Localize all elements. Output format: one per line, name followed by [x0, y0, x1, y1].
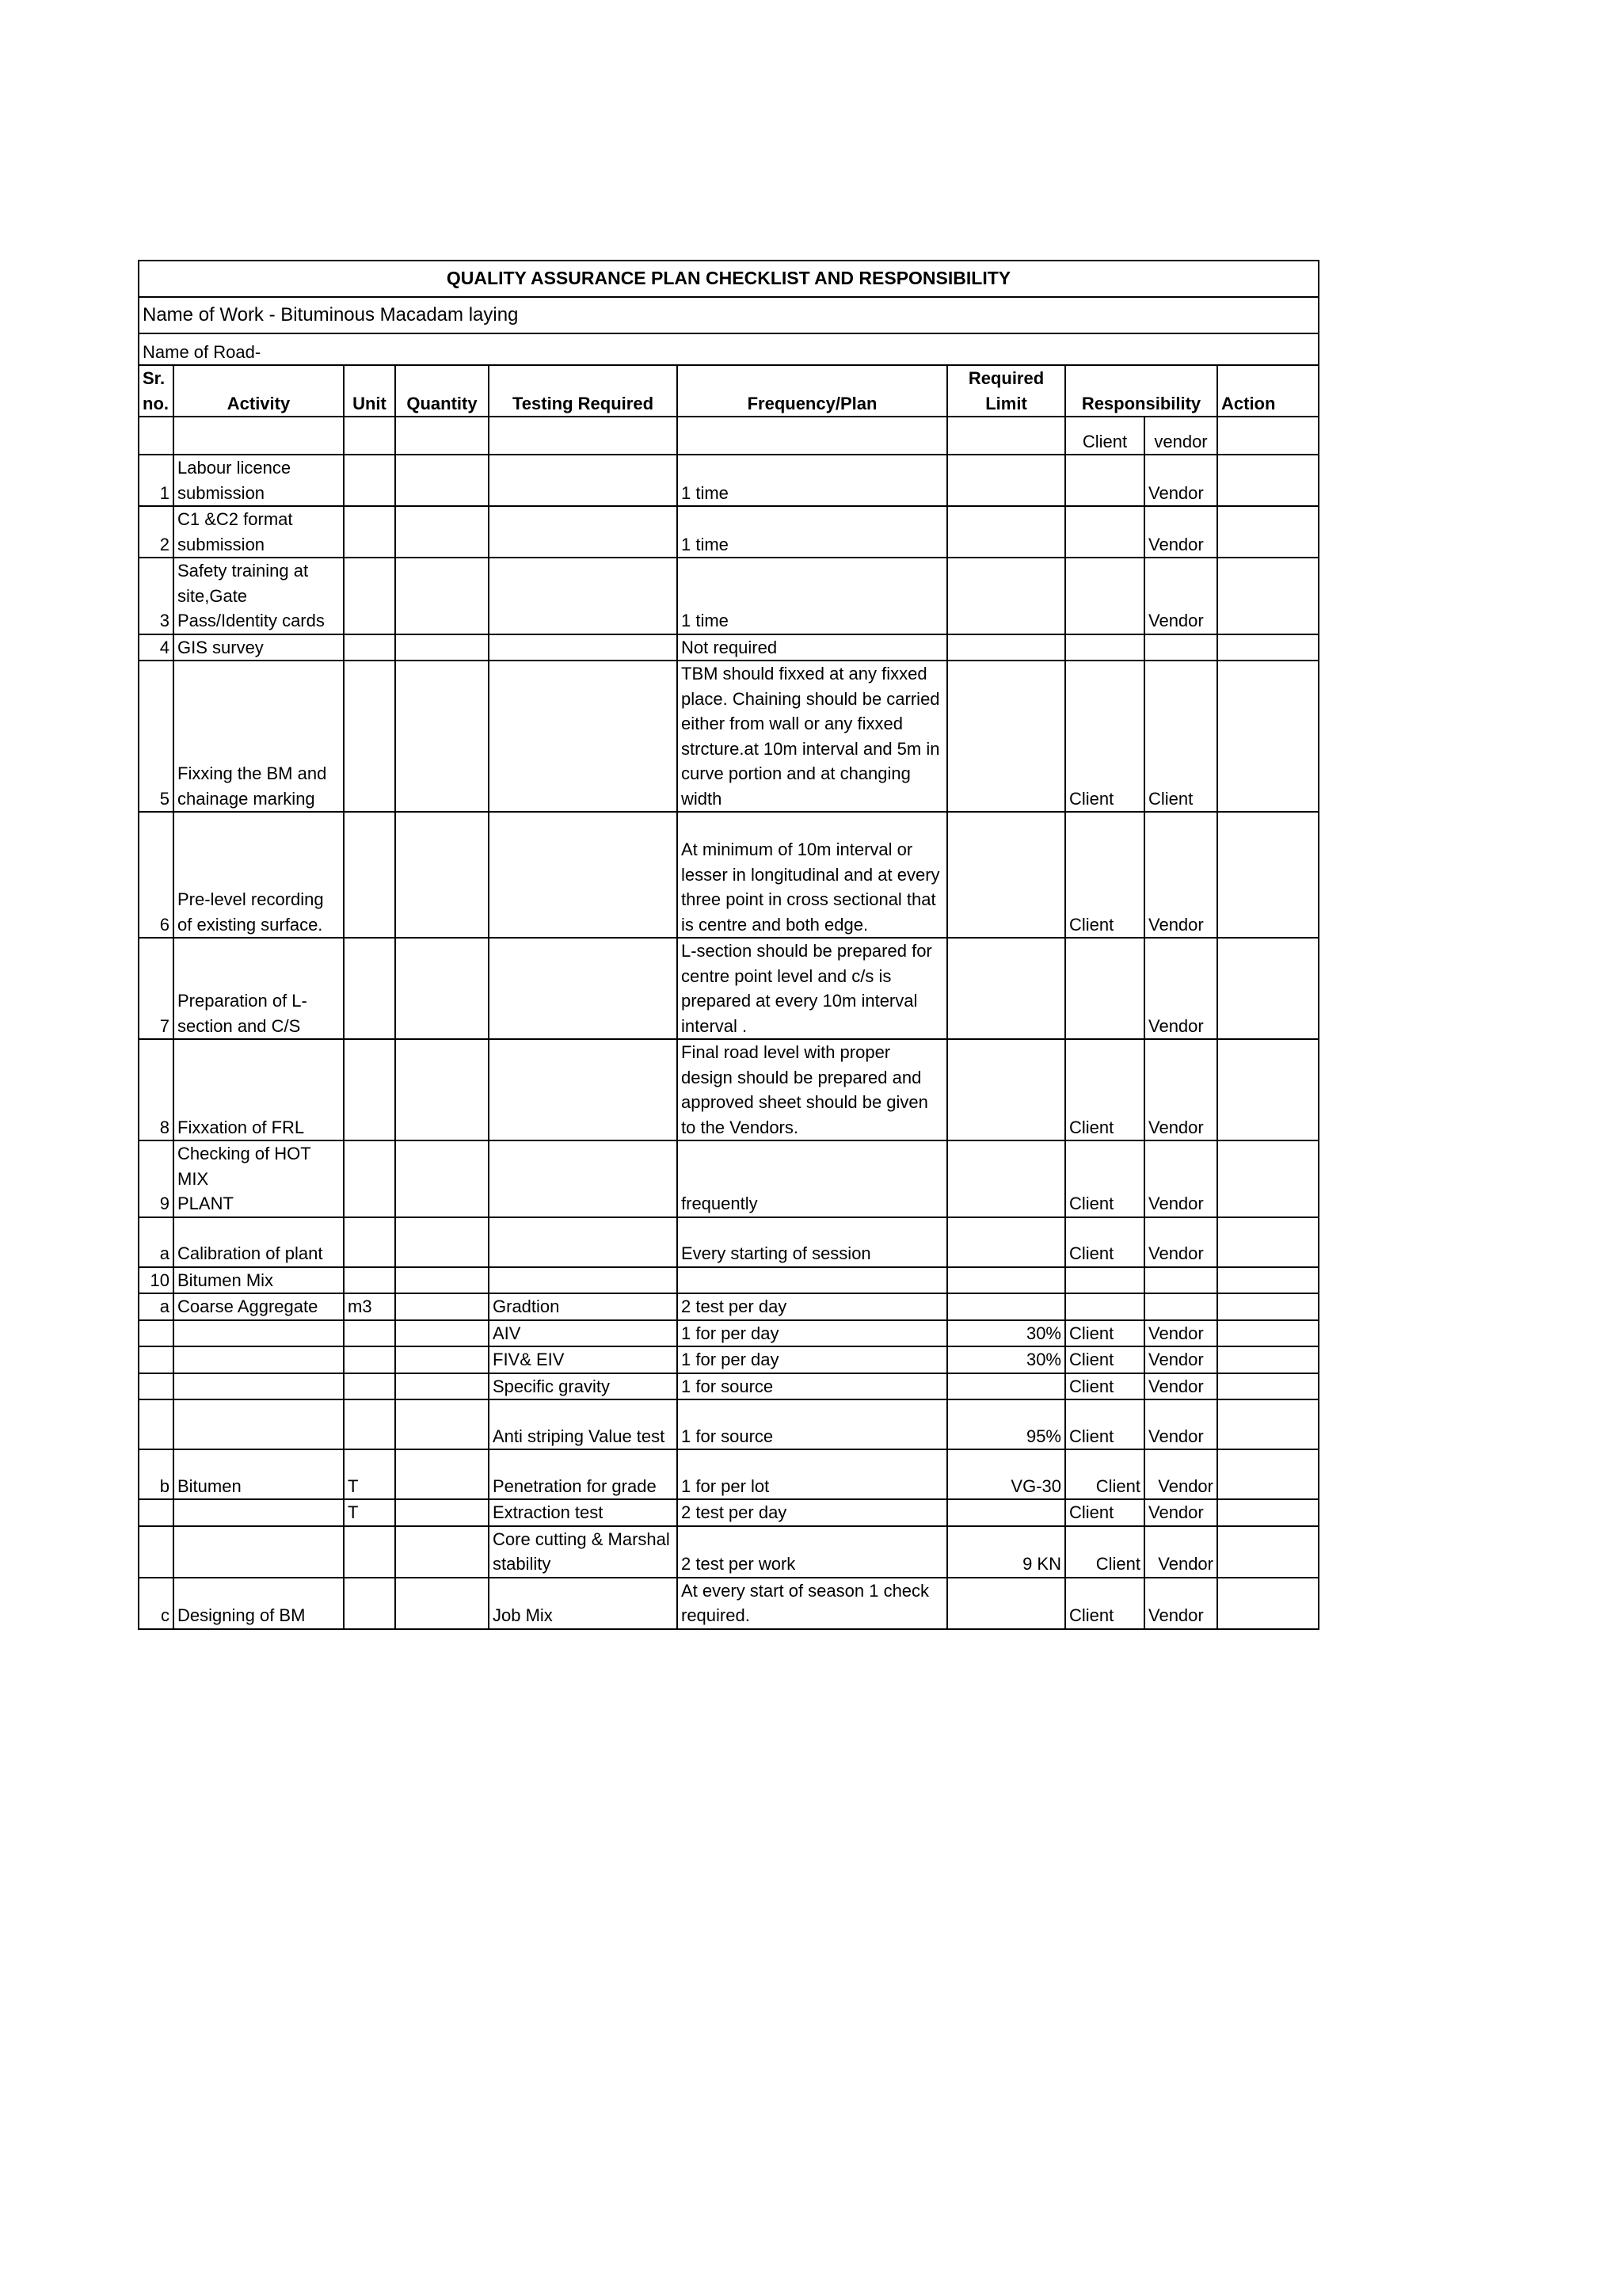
cell-vendor: Vendor — [1144, 1217, 1217, 1267]
header-sr-no: Sr. no. — [139, 365, 173, 417]
cell-quantity — [395, 455, 489, 506]
cell-vendor: Vendor — [1144, 1578, 1217, 1629]
cell-required-limit: 9 KN — [947, 1526, 1065, 1578]
cell-sr — [139, 1320, 173, 1347]
cell-activity: Coarse Aggregate — [173, 1293, 344, 1320]
cell-vendor: Vendor — [1144, 1373, 1217, 1400]
cell-frequency: TBM should fixxed at any fixxed place. Chaining should be carried either from wall or any fixxed strcture.at 10m interval and 5m in curve portion and at changing width — [677, 661, 947, 812]
subheader-empty — [344, 417, 395, 455]
cell-client — [1065, 1267, 1144, 1294]
cell-testing-required — [489, 455, 677, 506]
cell-vendor: Vendor — [1144, 812, 1217, 938]
cell-frequency: frequently — [677, 1140, 947, 1217]
cell-vendor: Vendor — [1144, 455, 1217, 506]
cell-action — [1217, 1578, 1319, 1629]
cell-sr: 2 — [139, 506, 173, 558]
cell-action — [1217, 661, 1319, 812]
cell-quantity — [395, 1373, 489, 1400]
cell-testing-required — [489, 1039, 677, 1140]
header-activity: Activity — [173, 365, 344, 417]
header-responsibility: Responsibility — [1065, 365, 1217, 417]
cell-activity — [173, 1346, 344, 1373]
cell-required-limit — [947, 1217, 1065, 1267]
cell-client — [1065, 938, 1144, 1039]
cell-action — [1217, 1499, 1319, 1526]
cell-required-limit — [947, 634, 1065, 661]
name-of-road: Name of Road- — [139, 333, 1319, 365]
cell-frequency: 1 for per day — [677, 1346, 947, 1373]
cell-sr: 5 — [139, 661, 173, 812]
cell-client: Client — [1065, 812, 1144, 938]
cell-required-limit — [947, 1499, 1065, 1526]
cell-required-limit — [947, 1140, 1065, 1217]
cell-quantity — [395, 1320, 489, 1347]
cell-quantity — [395, 1293, 489, 1320]
cell-vendor — [1144, 1267, 1217, 1294]
cell-activity — [173, 1320, 344, 1347]
cell-frequency: At minimum of 10m interval or lesser in longitudinal and at every three point in cross sectional that is centre and both edge. — [677, 812, 947, 938]
cell-unit — [344, 1217, 395, 1267]
cell-quantity — [395, 938, 489, 1039]
cell-frequency: 1 time — [677, 506, 947, 558]
cell-action — [1217, 1399, 1319, 1449]
cell-required-limit: 30% — [947, 1346, 1065, 1373]
cell-frequency: L-section should be prepared for centre point level and c/s is prepared at every 10m interval interval . — [677, 938, 947, 1039]
table-row — [139, 634, 1319, 661]
cell-vendor: Vendor — [1144, 1499, 1217, 1526]
cell-vendor — [1144, 634, 1217, 661]
header-frequency: Frequency/Plan — [677, 365, 947, 417]
cell-frequency: 1 time — [677, 455, 947, 506]
cell-client: Client — [1065, 1526, 1144, 1578]
cell-testing-required — [489, 812, 677, 938]
cell-testing-required: Extraction test — [489, 1499, 677, 1526]
cell-client: Client — [1065, 1346, 1144, 1373]
cell-required-limit — [947, 1267, 1065, 1294]
cell-unit — [344, 1346, 395, 1373]
cell-required-limit — [947, 1039, 1065, 1140]
cell-frequency: 1 for per lot — [677, 1449, 947, 1499]
cell-action — [1217, 1039, 1319, 1140]
cell-client — [1065, 558, 1144, 634]
cell-action — [1217, 1217, 1319, 1267]
cell-client: Client — [1065, 1373, 1144, 1400]
cell-unit — [344, 1267, 395, 1294]
cell-vendor: Vendor — [1144, 1320, 1217, 1347]
cell-required-limit — [947, 661, 1065, 812]
subheader-client: Client — [1065, 417, 1144, 455]
cell-required-limit — [947, 938, 1065, 1039]
cell-action — [1217, 1267, 1319, 1294]
cell-vendor: Vendor — [1144, 506, 1217, 558]
cell-required-limit: VG-30 — [947, 1449, 1065, 1499]
cell-frequency: 2 test per day — [677, 1293, 947, 1320]
cell-required-limit: 95% — [947, 1399, 1065, 1449]
cell-vendor: Vendor — [1144, 1399, 1217, 1449]
cell-activity: Calibration of plant — [173, 1217, 344, 1267]
cell-unit — [344, 812, 395, 938]
cell-quantity — [395, 1039, 489, 1140]
cell-unit — [344, 1039, 395, 1140]
header-testing-required: Testing Required — [489, 365, 677, 417]
cell-quantity — [395, 812, 489, 938]
subheader-empty — [139, 417, 173, 455]
cell-unit: T — [344, 1499, 395, 1526]
cell-unit — [344, 1578, 395, 1629]
cell-quantity — [395, 1346, 489, 1373]
cell-sr: b — [139, 1449, 173, 1499]
cell-frequency: 2 test per work — [677, 1526, 947, 1578]
subheader-empty — [677, 417, 947, 455]
cell-activity: Preparation of L- section and C/S — [173, 938, 344, 1039]
cell-action — [1217, 1449, 1319, 1499]
cell-frequency: 2 test per day — [677, 1499, 947, 1526]
qap-table — [138, 260, 1319, 1630]
cell-required-limit — [947, 506, 1065, 558]
cell-quantity — [395, 1140, 489, 1217]
cell-vendor: Vendor — [1144, 1039, 1217, 1140]
cell-frequency: At every start of season 1 check required. — [677, 1578, 947, 1629]
subheader-empty — [395, 417, 489, 455]
cell-quantity — [395, 1526, 489, 1578]
cell-sr: 10 — [139, 1267, 173, 1294]
cell-frequency: Not required — [677, 634, 947, 661]
cell-activity: Designing of BM — [173, 1578, 344, 1629]
cell-activity: Fixxing the BM and chainage marking — [173, 661, 344, 812]
table-row — [139, 1449, 1319, 1499]
cell-required-limit — [947, 1293, 1065, 1320]
cell-activity: Fixxation of FRL — [173, 1039, 344, 1140]
cell-testing-required — [489, 506, 677, 558]
subheader-vendor: vendor — [1144, 417, 1217, 455]
cell-vendor: Vendor — [1144, 1449, 1217, 1499]
table-row — [139, 1039, 1319, 1140]
cell-vendor: Vendor — [1144, 938, 1217, 1039]
cell-unit — [344, 661, 395, 812]
cell-frequency: 1 for source — [677, 1373, 947, 1400]
name-of-work-row — [139, 297, 1319, 333]
cell-client — [1065, 634, 1144, 661]
cell-activity: Labour licence submission — [173, 455, 344, 506]
subheader-empty — [173, 417, 344, 455]
table-row — [139, 1526, 1319, 1578]
cell-activity: GIS survey — [173, 634, 344, 661]
cell-activity: Bitumen Mix — [173, 1267, 344, 1294]
cell-quantity — [395, 506, 489, 558]
cell-testing-required — [489, 1267, 677, 1294]
cell-sr: 8 — [139, 1039, 173, 1140]
cell-action — [1217, 938, 1319, 1039]
cell-activity: Safety training at site,Gate Pass/Identity cards — [173, 558, 344, 634]
cell-client — [1065, 506, 1144, 558]
table-row — [139, 1578, 1319, 1629]
table-row — [139, 1140, 1319, 1217]
cell-required-limit — [947, 558, 1065, 634]
cell-action — [1217, 1320, 1319, 1347]
cell-action — [1217, 455, 1319, 506]
cell-testing-required: Core cutting & Marshal stability — [489, 1526, 677, 1578]
cell-unit — [344, 506, 395, 558]
table-row — [139, 1267, 1319, 1294]
cell-client: Client — [1065, 1578, 1144, 1629]
table-row — [139, 1217, 1319, 1267]
cell-unit: m3 — [344, 1293, 395, 1320]
cell-testing-required: AIV — [489, 1320, 677, 1347]
header-required-limit: Required Limit — [947, 365, 1065, 417]
cell-client: Client — [1065, 1320, 1144, 1347]
cell-unit — [344, 634, 395, 661]
cell-quantity — [395, 1499, 489, 1526]
table-row — [139, 812, 1319, 938]
cell-vendor — [1144, 1293, 1217, 1320]
cell-testing-required — [489, 558, 677, 634]
qap-sheet — [138, 260, 1318, 1630]
title-row — [139, 261, 1319, 297]
cell-frequency: 1 time — [677, 558, 947, 634]
cell-activity: C1 &C2 format submission — [173, 506, 344, 558]
table-row — [139, 1399, 1319, 1449]
cell-sr: a — [139, 1293, 173, 1320]
cell-unit — [344, 1399, 395, 1449]
cell-unit — [344, 1140, 395, 1217]
cell-sr: 7 — [139, 938, 173, 1039]
cell-unit — [344, 1373, 395, 1400]
cell-client: Client — [1065, 661, 1144, 812]
cell-testing-required: Penetration for grade — [489, 1449, 677, 1499]
document-title: QUALITY ASSURANCE PLAN CHECKLIST AND RESPONSIBILITY — [139, 261, 1319, 297]
cell-quantity — [395, 558, 489, 634]
cell-vendor: Vendor — [1144, 1346, 1217, 1373]
cell-sr: 9 — [139, 1140, 173, 1217]
cell-client: Client — [1065, 1039, 1144, 1140]
cell-sr: c — [139, 1578, 173, 1629]
cell-client: Client — [1065, 1449, 1144, 1499]
table-row — [139, 1320, 1319, 1347]
cell-testing-required — [489, 661, 677, 812]
table-row — [139, 506, 1319, 558]
subheader-empty — [947, 417, 1065, 455]
cell-activity — [173, 1373, 344, 1400]
cell-activity: Checking of HOT MIX PLANT — [173, 1140, 344, 1217]
cell-client: Client — [1065, 1217, 1144, 1267]
cell-testing-required: Job Mix — [489, 1578, 677, 1629]
cell-testing-required — [489, 938, 677, 1039]
cell-testing-required — [489, 634, 677, 661]
subheader-empty — [1217, 417, 1319, 455]
cell-testing-required — [489, 1217, 677, 1267]
cell-vendor: Vendor — [1144, 1526, 1217, 1578]
cell-unit: T — [344, 1449, 395, 1499]
header-row — [139, 365, 1319, 417]
cell-unit — [344, 558, 395, 634]
cell-activity: Bitumen — [173, 1449, 344, 1499]
cell-activity: Pre-level recording of existing surface. — [173, 812, 344, 938]
cell-action — [1217, 812, 1319, 938]
cell-quantity — [395, 1267, 489, 1294]
cell-action — [1217, 1526, 1319, 1578]
cell-action — [1217, 558, 1319, 634]
cell-testing-required: Gradtion — [489, 1293, 677, 1320]
name-of-road-row — [139, 333, 1319, 365]
cell-quantity — [395, 1217, 489, 1267]
cell-required-limit: 30% — [947, 1320, 1065, 1347]
table-row — [139, 1346, 1319, 1373]
cell-activity — [173, 1399, 344, 1449]
cell-activity — [173, 1526, 344, 1578]
table-row — [139, 661, 1319, 812]
cell-required-limit — [947, 1373, 1065, 1400]
cell-frequency: 1 for per day — [677, 1320, 947, 1347]
header-unit: Unit — [344, 365, 395, 417]
cell-activity — [173, 1499, 344, 1526]
cell-vendor: Vendor — [1144, 1140, 1217, 1217]
table-row — [139, 455, 1319, 506]
cell-sr: 4 — [139, 634, 173, 661]
cell-quantity — [395, 1578, 489, 1629]
cell-required-limit — [947, 812, 1065, 938]
cell-sr: 6 — [139, 812, 173, 938]
cell-frequency: Final road level with proper design should be prepared and approved sheet should be given to the Vendors. — [677, 1039, 947, 1140]
cell-action — [1217, 1373, 1319, 1400]
cell-unit — [344, 1526, 395, 1578]
cell-action — [1217, 1346, 1319, 1373]
table-row — [139, 938, 1319, 1039]
cell-client: Client — [1065, 1140, 1144, 1217]
cell-sr: a — [139, 1217, 173, 1267]
subheader-empty — [489, 417, 677, 455]
cell-testing-required: FIV& EIV — [489, 1346, 677, 1373]
cell-quantity — [395, 661, 489, 812]
cell-required-limit — [947, 1578, 1065, 1629]
table-row — [139, 1499, 1319, 1526]
table-row — [139, 558, 1319, 634]
cell-sr — [139, 1346, 173, 1373]
cell-client: Client — [1065, 1499, 1144, 1526]
header-quantity: Quantity — [395, 365, 489, 417]
cell-unit — [344, 1320, 395, 1347]
cell-client — [1065, 1293, 1144, 1320]
cell-frequency: 1 for source — [677, 1399, 947, 1449]
name-of-work: Name of Work - Bituminous Macadam laying — [139, 297, 1319, 333]
cell-testing-required: Specific gravity — [489, 1373, 677, 1400]
table-row — [139, 1293, 1319, 1320]
cell-required-limit — [947, 455, 1065, 506]
cell-testing-required — [489, 1140, 677, 1217]
cell-action — [1217, 634, 1319, 661]
cell-client: Client — [1065, 1399, 1144, 1449]
cell-sr — [139, 1399, 173, 1449]
cell-unit — [344, 455, 395, 506]
cell-sr: 3 — [139, 558, 173, 634]
cell-quantity — [395, 1449, 489, 1499]
header-action: Action — [1217, 365, 1319, 417]
cell-action — [1217, 1293, 1319, 1320]
cell-sr — [139, 1499, 173, 1526]
cell-unit — [344, 938, 395, 1039]
cell-frequency — [677, 1267, 947, 1294]
cell-testing-required: Anti striping Value test — [489, 1399, 677, 1449]
table-row — [139, 1373, 1319, 1400]
cell-vendor: Client — [1144, 661, 1217, 812]
cell-sr — [139, 1526, 173, 1578]
cell-frequency: Every starting of session — [677, 1217, 947, 1267]
cell-client — [1065, 455, 1144, 506]
cell-action — [1217, 1140, 1319, 1217]
cell-sr — [139, 1373, 173, 1400]
cell-action — [1217, 506, 1319, 558]
cell-sr: 1 — [139, 455, 173, 506]
cell-vendor: Vendor — [1144, 558, 1217, 634]
cell-quantity — [395, 1399, 489, 1449]
cell-quantity — [395, 634, 489, 661]
subheader-row — [139, 417, 1319, 455]
